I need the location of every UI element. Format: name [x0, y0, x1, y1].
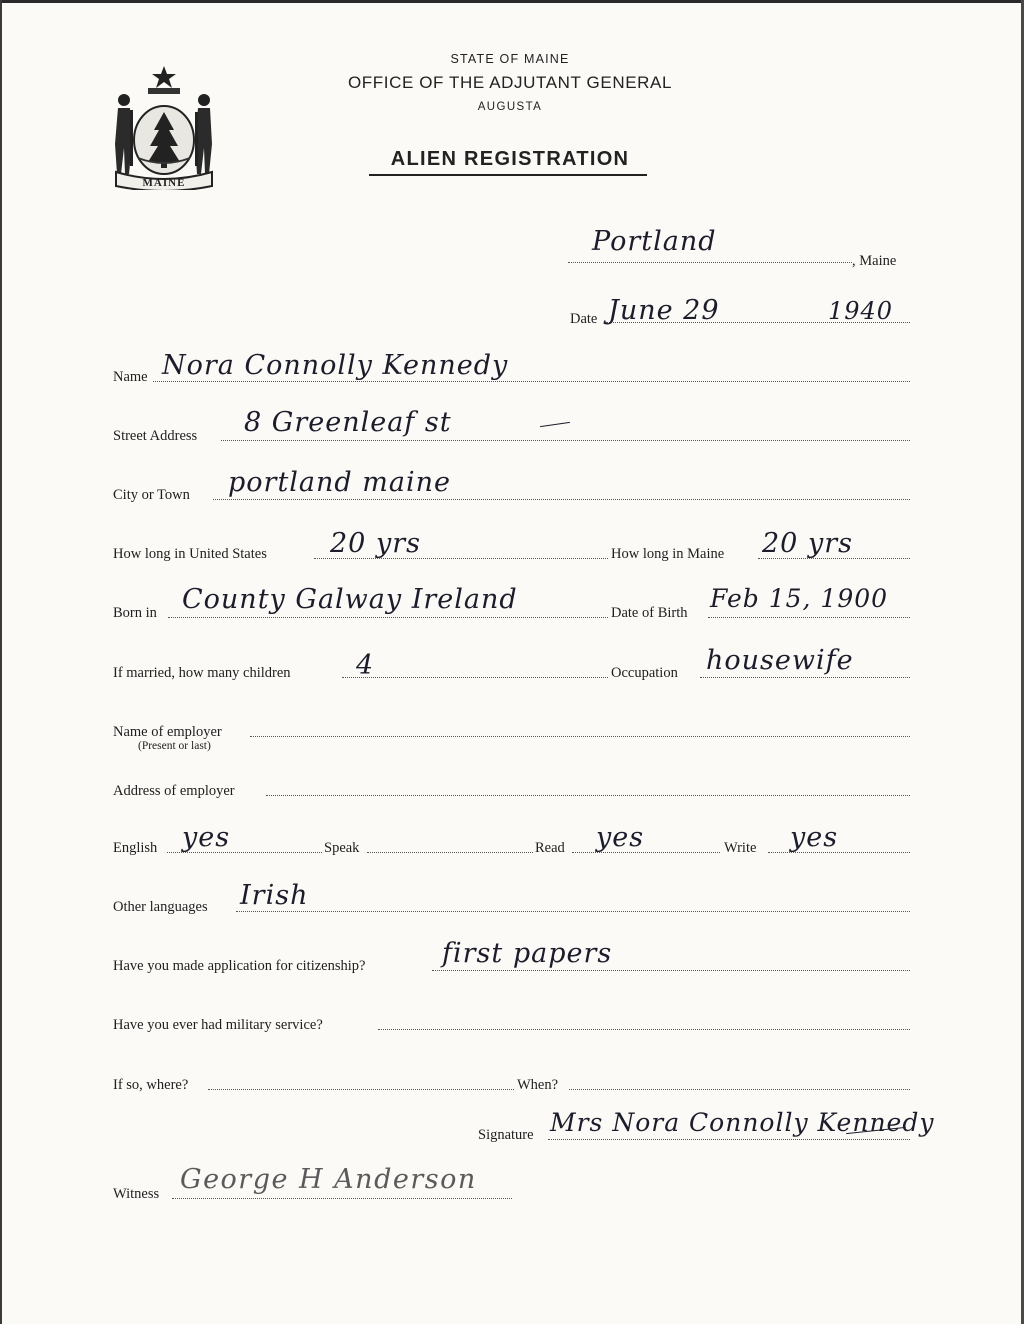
- city-line: [213, 499, 910, 500]
- write-value: yes: [790, 822, 839, 853]
- town-line: [568, 262, 852, 263]
- witness-line: [172, 1198, 512, 1199]
- read-label: Read: [535, 840, 565, 856]
- english-value: yes: [182, 822, 231, 853]
- children-line: [342, 677, 608, 678]
- citizenship-value: first papers: [442, 938, 613, 969]
- read-value: yes: [596, 822, 645, 853]
- how-long-us-label: How long in United States: [113, 546, 267, 562]
- name-value: Nora Connolly Kennedy: [162, 350, 509, 381]
- date-label: Date: [570, 311, 598, 327]
- date-of-birth-label: Date of Birth: [611, 605, 688, 621]
- occupation-line: [700, 677, 910, 678]
- title-underline: [369, 174, 647, 176]
- date-of-birth-line: [708, 617, 910, 618]
- witness-value: George H Anderson: [180, 1164, 477, 1195]
- occupation-value: housewife: [706, 645, 854, 676]
- date-month-day-value: June 29: [608, 295, 720, 326]
- citizenship-line: [432, 970, 910, 971]
- speak-label: Speak: [324, 840, 360, 856]
- employer-address-line: [266, 795, 910, 796]
- children-label: If married, how many children: [113, 665, 291, 681]
- signature-line: [548, 1139, 910, 1140]
- children-value: 4: [356, 650, 375, 681]
- employer-line: [250, 736, 910, 737]
- where-line: [208, 1089, 514, 1090]
- witness-label: Witness: [113, 1186, 160, 1202]
- employer-address-label: Address of employer: [113, 783, 235, 799]
- read-line: [572, 852, 720, 853]
- maine-label: , Maine: [852, 253, 897, 269]
- born-in-value: County Galway Ireland: [182, 584, 518, 615]
- how-long-maine-value: 20 yrs: [762, 528, 853, 559]
- state-seal-icon: [110, 62, 218, 190]
- military-label: Have you ever had military service?: [113, 1017, 323, 1033]
- other-languages-line: [236, 911, 910, 912]
- other-languages-value: Irish: [240, 880, 309, 911]
- street-line: [221, 440, 910, 441]
- where-label: If so, where?: [113, 1077, 189, 1093]
- signature-label: Signature: [478, 1127, 534, 1143]
- how-long-us-value: 20 yrs: [330, 528, 421, 559]
- occupation-label: Occupation: [611, 665, 678, 681]
- other-languages-label: Other languages: [113, 899, 208, 915]
- street-label: Street Address: [113, 428, 198, 444]
- signature-value: Mrs Nora Connolly Kennedy: [550, 1108, 935, 1137]
- born-in-label: Born in: [113, 605, 157, 621]
- employer-note: (Present or last): [138, 740, 211, 752]
- born-in-line: [168, 617, 608, 618]
- employer-label: Name of employer: [113, 724, 222, 740]
- speak-line: [367, 852, 533, 853]
- street-value: 8 Greenleaf st: [244, 407, 452, 438]
- seal-ribbon-text: MAINE: [142, 177, 186, 189]
- city-heading: AUGUSTA: [477, 101, 543, 113]
- military-line: [378, 1029, 910, 1030]
- date-year-value: 1940: [828, 297, 894, 325]
- town-value: Portland: [592, 226, 717, 257]
- when-label: When?: [517, 1077, 559, 1093]
- when-line: [569, 1089, 910, 1090]
- citizenship-label: Have you made application for citizenship?: [113, 958, 366, 974]
- write-label: Write: [724, 840, 757, 856]
- how-long-maine-label: How long in Maine: [611, 546, 725, 562]
- office-heading: OFFICE OF THE ADJUTANT GENERAL: [347, 73, 673, 92]
- scan-edge-left: [0, 0, 2, 1324]
- state-heading: STATE OF MAINE: [450, 52, 570, 66]
- name-line: [153, 381, 910, 382]
- scan-edge-top: [0, 0, 1024, 3]
- english-label: English: [113, 840, 158, 856]
- street-flourish: [540, 422, 570, 427]
- city-label: City or Town: [113, 487, 190, 503]
- date-of-birth-value: Feb 15, 1900: [710, 584, 889, 613]
- city-value: portland maine: [228, 467, 451, 498]
- name-label: Name: [113, 369, 148, 385]
- form-title: ALIEN REGISTRATION: [390, 148, 630, 170]
